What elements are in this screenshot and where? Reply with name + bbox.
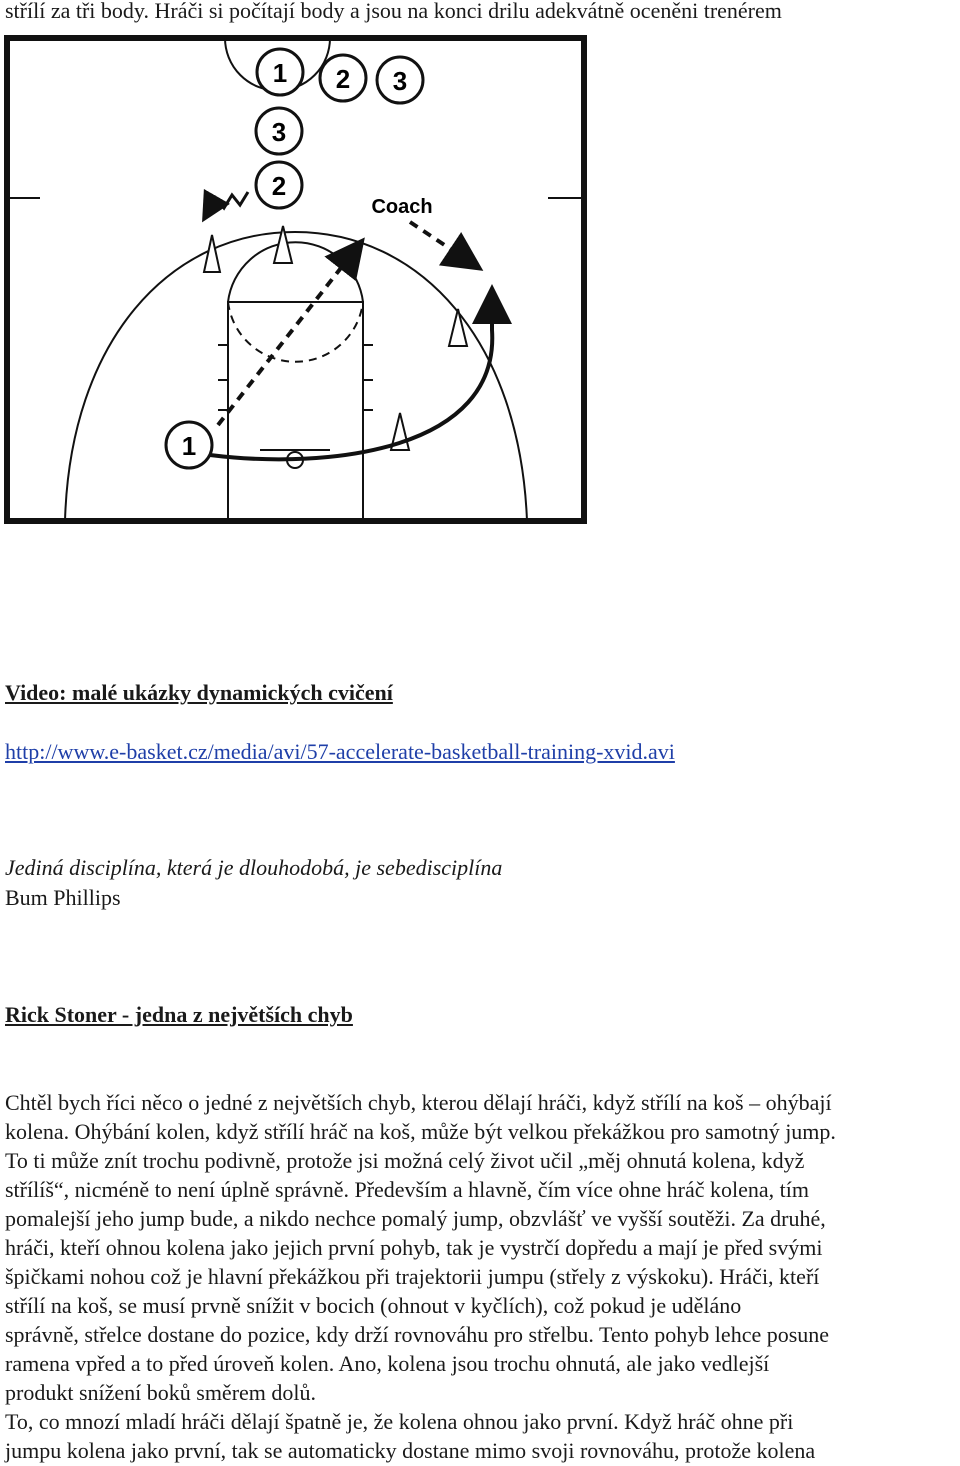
cones (204, 226, 467, 450)
video-link[interactable]: http://www.e-basket.cz/media/avi/57-accelerate-basketball-training-xvid.avi (5, 739, 675, 764)
article-line: střílí na koš, se musí prvně snížit v bocich (ohnout v kyčlích), což pokud je uděláno (5, 1293, 742, 1318)
player-label: 1 (181, 431, 197, 461)
article-line: To, co mnozí mladí hráči dělají špatně je, že kolena ohnou jako první. Když hráč ohne při (5, 1409, 794, 1434)
video-heading: Video: malé ukázky dynamických cvičení (5, 680, 393, 705)
three-point-line (65, 232, 527, 521)
article-line: Chtěl bych říci něco o jedné z největších chyb, kterou dělají hráči, když střílí na koš – ohýbají (5, 1090, 832, 1115)
player-label: 3 (392, 66, 408, 96)
player-label: 2 (271, 171, 287, 201)
article-line: kolena. Ohýbání kolen, když střílí hráč na koš, může být velkou překážkou pro samotný jump. (5, 1119, 836, 1144)
article-line: produkt snížení boků směrem dolů. (5, 1380, 317, 1405)
article-line: pomalejší jeho jump bude, a nikdo nechce pomalý jump, obzvlášť ve vyšší soutěži. Za druhé, (5, 1206, 826, 1231)
quote-text: Jediná disciplína, která je dlouhodobá, je sebedisciplína (5, 855, 503, 880)
player-label: 1 (272, 58, 288, 88)
article-line: jumpu kolena jako první, tak se automaticky dostane mimo svoji rovnováhu, protože kolena (5, 1438, 816, 1463)
article-heading: Rick Stoner - jedna z největších chyb (5, 1002, 353, 1027)
article-line: To ti může znít trochu podivně, protože jsi možná celý život učil „měj ohnutá kolena, když (5, 1148, 805, 1173)
player-label: 3 (271, 117, 287, 147)
article-line: špičkami nohou což je hlavní překážkou při trajektorii jumpu (střely z výskoku). Hráči, kteří (5, 1264, 820, 1289)
article-line: hráči, kteří ohnou kolena jako jejich první pohyb, tak je vystrčí dopředu a mají je před svými (5, 1235, 823, 1260)
coach-label: Coach (371, 196, 433, 218)
lane (228, 302, 363, 521)
top-text: střílí za tři body. Hráči si počítají body a jsou na konci drilu adekvátně oceněni trenérem (5, 0, 782, 23)
quote-author: Bum Phillips (5, 885, 121, 910)
article-line: správně, střelce dostane do pozice, kdy drží rovnováhu pro střelbu. Tento pohyb lehce posune (5, 1322, 830, 1347)
court-border (7, 38, 584, 521)
article-line: ramena vpřed a to před úroveň kolen. Ano, kolena jsou trochu ohnutá, ale jako vedlejší (5, 1351, 770, 1376)
article-line: střílíš“, nicméně to není úplně správně. Především a hlavně, čím více ohne hráč kolena, tím (5, 1177, 809, 1202)
court-diagram (0, 28, 600, 528)
player-label: 2 (335, 64, 351, 94)
